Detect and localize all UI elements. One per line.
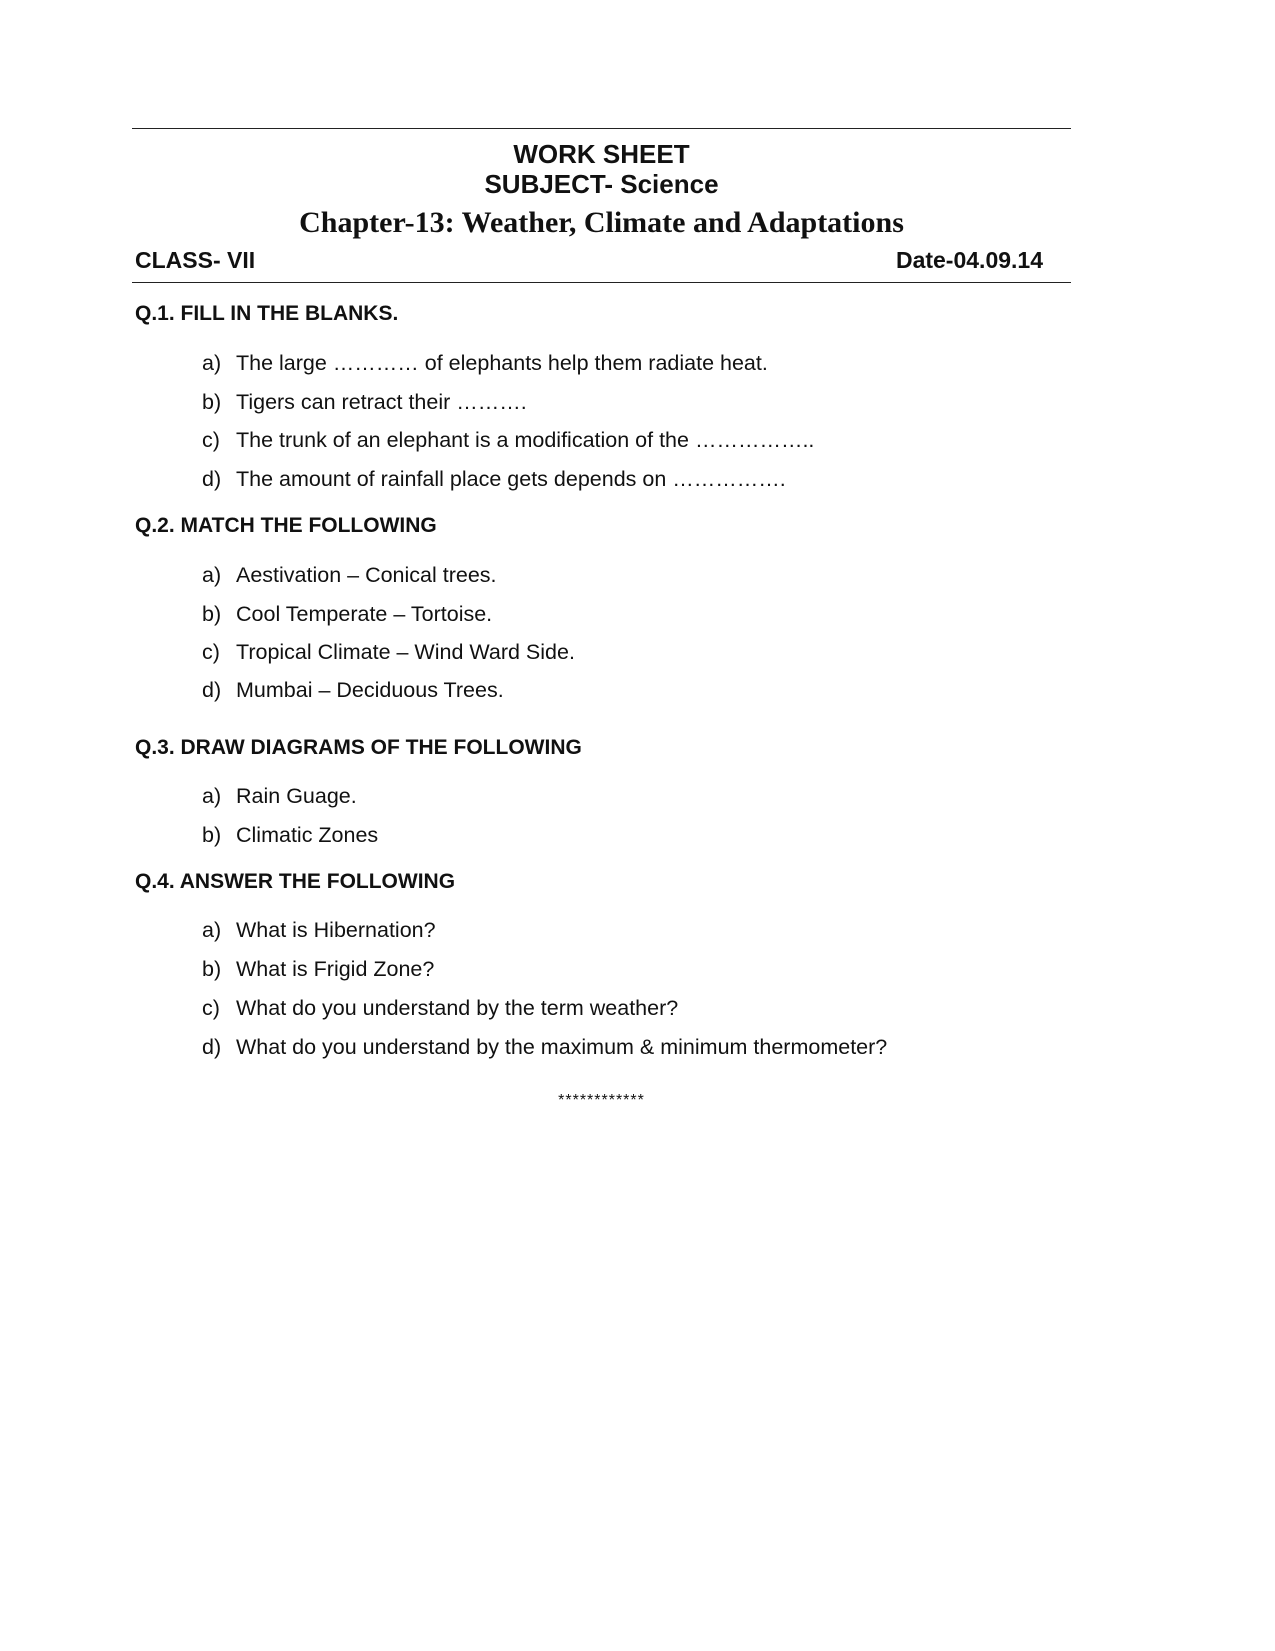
- list-item: [202, 995, 678, 1021]
- question-3-heading: Q.3. DRAW DIAGRAMS OF THE FOLLOWING: [135, 736, 582, 759]
- question-1-heading: Q.1. FILL IN THE BLANKS.: [135, 302, 399, 325]
- item-label: b): [202, 957, 222, 981]
- date-label: Date-04.09.14: [895, 247, 1043, 273]
- end-stars: ************: [558, 1092, 645, 1109]
- item-text: Tropical Climate – Wind Ward Side.: [236, 640, 575, 664]
- item-text: The trunk of an elephant is a modification of the ……………..: [236, 428, 815, 452]
- list-item: [202, 601, 492, 627]
- item-text: What is Hibernation?: [236, 918, 436, 942]
- top-rule: [132, 128, 1071, 129]
- subject-heading: SUBJECT- Science: [484, 169, 719, 199]
- item-text: The amount of rainfall place gets depends on …………….: [236, 467, 786, 491]
- list-item: [202, 427, 814, 453]
- item-label: b): [202, 823, 222, 847]
- item-text: What do you understand by the term weather?: [236, 996, 679, 1020]
- item-text: Rain Guage.: [236, 784, 357, 808]
- list-item: [202, 350, 768, 376]
- list-item: [202, 917, 436, 943]
- list-item: [202, 389, 527, 415]
- list-item: [202, 783, 357, 809]
- question-4-heading: Q.4. ANSWER THE FOLLOWING: [135, 870, 456, 893]
- item-text: Aestivation – Conical trees.: [236, 563, 497, 587]
- item-text: What is Frigid Zone?: [236, 957, 435, 981]
- item-label: c): [202, 640, 220, 664]
- item-text: Climatic Zones: [236, 823, 379, 847]
- item-text: Mumbai – Deciduous Trees.: [236, 678, 504, 702]
- chapter-heading: Chapter-13: Weather, Climate and Adaptations: [299, 206, 904, 239]
- item-label: a): [202, 784, 222, 808]
- item-label: d): [202, 1035, 222, 1059]
- item-label: a): [202, 563, 222, 587]
- item-label: a): [202, 351, 222, 375]
- list-item: [202, 956, 434, 982]
- worksheet-title: WORK SHEET: [513, 139, 690, 169]
- item-text: The large ………… of elephants help them radiate heat.: [236, 351, 768, 375]
- item-label: c): [202, 996, 220, 1020]
- question-2-heading: Q.2. MATCH THE FOLLOWING: [135, 514, 437, 537]
- item-text: Tigers can retract their ……….: [236, 390, 527, 414]
- item-label: d): [202, 467, 222, 491]
- item-label: c): [202, 428, 220, 452]
- item-text: Cool Temperate – Tortoise.: [236, 602, 493, 626]
- list-item: [202, 639, 575, 665]
- item-label: b): [202, 390, 222, 414]
- list-item: [202, 677, 504, 703]
- list-item: [202, 562, 497, 588]
- header-rule: [132, 282, 1071, 283]
- list-item: [202, 466, 786, 492]
- item-label: d): [202, 678, 222, 702]
- item-label: a): [202, 918, 222, 942]
- list-item: [202, 1034, 887, 1060]
- item-text: What do you understand by the maximum & minimum thermometer?: [236, 1035, 888, 1059]
- list-item: [202, 822, 378, 848]
- class-label: CLASS- VII: [135, 247, 256, 273]
- item-label: b): [202, 602, 222, 626]
